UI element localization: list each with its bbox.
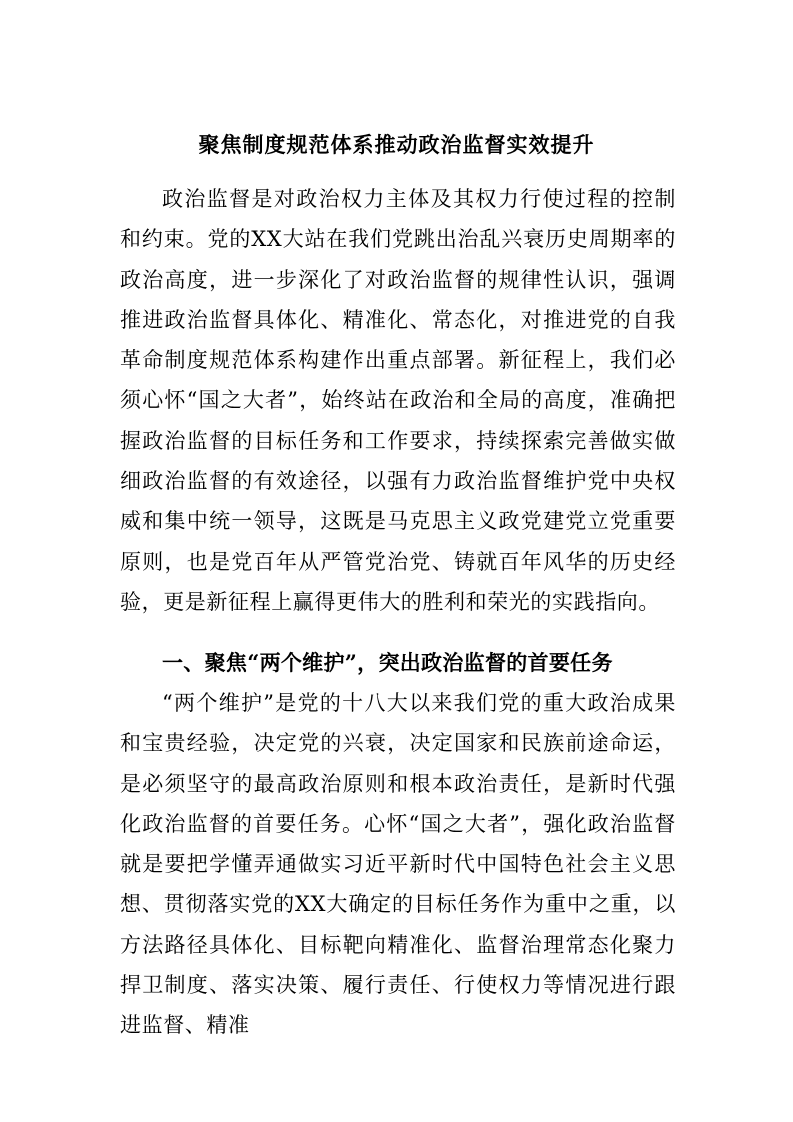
section-heading-1: 一、聚焦“两个维护”，突出政治监督的首要任务 <box>162 650 613 675</box>
paragraph-section-1: “两个维护”是党的十八大以来我们党的重大政治成果和宝贵经验，决定党的兴衰，决定国家和民族前途命运，是必须坚守的最高政治原则和根本政治责任，是新时代强化政治监督的首要任务。心怀“国之大者”，强化政治监督就是要把学懂弄通做实习近平新时代中国特色社会主义思想、贯彻落实党的XX大确定的目标任务作为重中之重，以方法路径具体化、目标靶向精准化、监督治理常态化聚力捍卫制度、落实决策、履行责任、行使权力等情况进行跟进监督、精准 <box>120 691 676 1038</box>
document-title: 聚焦制度规范体系推动政治监督实效提升 <box>198 132 595 157</box>
paragraph-intro: 政治监督是对政治权力主体及其权力行使过程的控制和约束。党的XX大站在我们党跳出治乱兴衰历史周期率的政治高度，进一步深化了对政治监督的规律性认识，强调推进政治监督具体化、精准化、常态化，对推进党的自我革命制度规范体系构建作出重点部署。新征程上，我们必须心怀“国之大者”，始终站在政治和全局的高度，准确把握政治监督的目标任务和工作要求，持续探索完善做实做细政治监督的有效途径，以强有力政治监督维护党中央权威和集中统一领导，这既是马克思主义政党建党立党重要原则，也是党百年从严管党治党、铸就百年风华的历史经验，更是新征程上赢得更伟大的胜利和荣光的实践指向。 <box>120 187 676 614</box>
